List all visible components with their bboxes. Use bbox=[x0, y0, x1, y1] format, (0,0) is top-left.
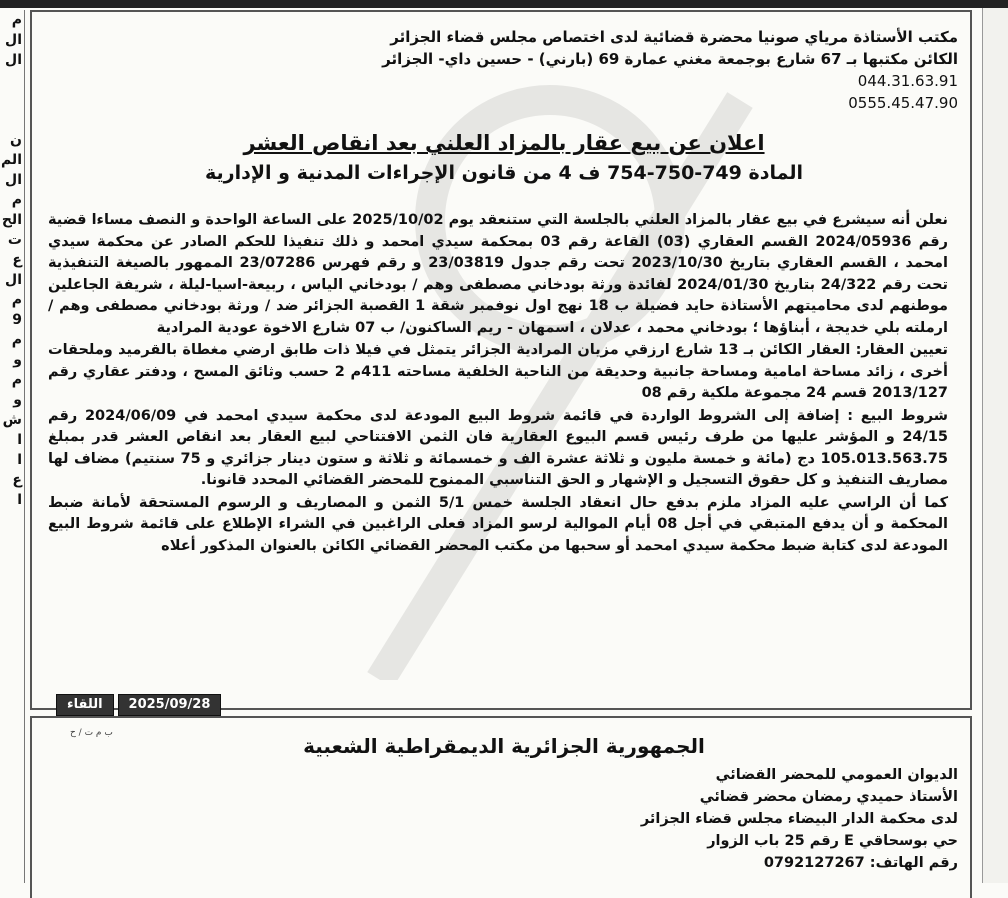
fragment: ا bbox=[17, 492, 22, 508]
notice-body bbox=[48, 210, 948, 558]
fragment: ن bbox=[10, 132, 22, 148]
fragment: ال bbox=[5, 272, 22, 288]
fragment: ع bbox=[12, 472, 22, 488]
fragment: م bbox=[11, 292, 22, 308]
notice-heading: اعلان عن بيع عقار بالمزاد العلني بعد انقاص العشر bbox=[243, 131, 765, 155]
notice-title bbox=[60, 128, 948, 188]
reference-stamp: ب م ت / ح bbox=[70, 728, 113, 738]
fragment: الم bbox=[0, 152, 22, 168]
fragment: ا bbox=[17, 432, 22, 448]
fragment: م bbox=[11, 372, 22, 388]
next-bailiff-header bbox=[458, 764, 958, 874]
bailiff-address: الكائن مكتبها بـ 67 شارع بوجمعة مغني عمارة 69 (بارني) - حسين داي- الجزائر bbox=[382, 50, 958, 68]
address: حي بوسحاقي E رقم 25 باب الزوار bbox=[707, 833, 958, 849]
top-rule bbox=[0, 0, 1008, 8]
fragment: ال bbox=[5, 32, 22, 48]
payment-terms: كما أن الراسي عليه المزاد ملزم بدفع حال انعقاد الجلسة خمس 5/1 الثمن و المصاريف و الرسوم المستحقة لأمانة ضبط المحكمة و أن يدفع المتبقي في أجل 08 أيام الموالية لرسو المزاد فعلى الراغبين في الشراء الإطلاع على قائمة شروط البيع المودعة لدى كتابة ضبط محكمة سيدي امحمد أو سحبها من مكتب المحضر القضائي الكائن بالعنوان المذكور أعلاه bbox=[48, 494, 948, 554]
office-title: الديوان العمومي للمحضر القضائي bbox=[715, 767, 958, 783]
phone-mobile: 0555.45.47.90 bbox=[848, 94, 958, 112]
newspaper-name: اللقاء bbox=[56, 694, 114, 716]
phone: رقم الهاتف: 0792127267 bbox=[763, 855, 958, 871]
fragment: ال bbox=[5, 52, 22, 68]
right-margin bbox=[982, 8, 1008, 883]
property-description: تعيين العقار: العقار الكائن بـ 13 شارع ارزقي مزيان المرادية الجزائر يتمثل في فيلا ذات طابق ارضي مغطاة بالقرميد وملحقات أخرى ، زائد مساحة امامية ومساحة جانبية وحديقة من الناحية الخلفية مساحته 411م 2 حسب وثائق المسح ، ودفتر عقاري رقم 2013/127 قسم 24 مجموعة ملكية رقم 08 bbox=[48, 342, 948, 401]
legal-articles: المادة 749-750-754 ف 4 من قانون الإجراءات المدنية و الإدارية bbox=[205, 162, 803, 184]
fragment: م bbox=[11, 12, 22, 28]
fragment: 9 bbox=[12, 312, 22, 328]
publication-footer bbox=[56, 694, 221, 716]
fragment: ا bbox=[17, 452, 22, 468]
auction-paragraph: نعلن أنه سيشرع في بيع عقار بالمزاد العلني بالجلسة التي ستنعقد يوم 2025/10/02 على الساعة الواحدة و النصف مساءا قضية رقم 2024/05936 القسم العقاري (03) القاعة رقم 03 بمحكمة سيدي امحمد و ذلك تنفيذا للحكم الصادر عن محكمة سيدي امحمد ، القسم العقاري بتاريخ 2023/10/30 تحت رقم جدول 23/03819 و رقم فهرس 23/07286 الممهور بالصيغة التنفيذية تحت رقم 24/322 بتاريخ 2024/01/30 لفائدة ورثة بودخاني مصطفى وهم / بودخاني الياس ، ربيعة-اسيا-ليلة ، شريفة الجاعلين موطنهم لدى محاميتهم الأستاذة حايد فضيلة ب 18 نهج اول نوفمبر شقة 1 القصبة الجزائر ضد / ورثة بودخاني مصطفى وهم / ارملته بلي خديجة ، أبناؤها ؛ بودخاني محمد ، عدلان ، اسمهان - ريم الساكنون/ ب 07 شارع الاخوة عودية المرادية bbox=[48, 212, 948, 336]
fragment: ع bbox=[12, 252, 22, 268]
adjacent-column-fragment bbox=[0, 10, 25, 883]
publication-date: 2025/09/28 bbox=[118, 694, 222, 716]
fragment: ش bbox=[2, 412, 22, 428]
republic-heading: الجمهورية الجزائرية الديمقراطية الشعبية bbox=[303, 734, 705, 758]
fragment: الح bbox=[1, 212, 22, 228]
fragment: م bbox=[11, 332, 22, 348]
fragment: ت bbox=[7, 232, 22, 248]
fragment: م bbox=[11, 192, 22, 208]
bailiff-office: مكتب الأستاذة مرياي صونيا محضرة قضائية لدى اختصاص مجلس قضاء الجزائر bbox=[390, 28, 958, 46]
phone-fixed: 044.31.63.91 bbox=[857, 72, 958, 90]
fragment: و bbox=[13, 352, 22, 368]
bailiff-header bbox=[238, 26, 958, 114]
fragment: ال bbox=[5, 172, 22, 188]
fragment: و bbox=[13, 392, 22, 408]
bailiff-name: الأستاذ حميدي رمضان محضر قضائي bbox=[699, 789, 958, 805]
court: لدى محكمة الدار البيضاء مجلس قضاء الجزائر bbox=[640, 811, 958, 827]
sale-conditions: شروط البيع : إضافة إلى الشروط الواردة في قائمة شروط البيع المودعة لدى محكمة سيدي امحمد في 2024/06/09 رقم 24/15 و المؤشر عليها من طرف رئيس قسم البيوع العقارية فان الثمن الافتتاحي لبيع العقار بعد انقاص العشر قدر بمبلغ 105.013.563.75 دج (مائة و خمسة مليون و ثلاثة عشرة الف و خمسمائة و ثلاثة و ستون دينار جزائري و 75 سنتيم) مضاف لها مصاريف التنفيذ و كل حقوق التسجيل و الإشهار و الحق التناسبي الممنوح للمحضر القضائي المحدد قانونا. bbox=[48, 407, 949, 488]
